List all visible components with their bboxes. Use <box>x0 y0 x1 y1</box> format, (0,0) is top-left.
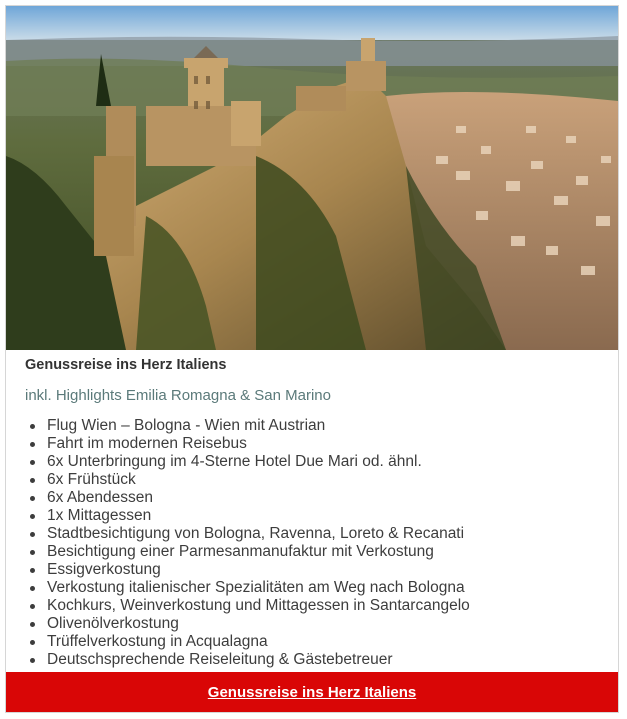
list-item: Olivenölverkostung <box>25 615 608 633</box>
list-item: Essigverkostung <box>25 561 608 579</box>
list-item: 6x Unterbringung im 4-Sterne Hotel Due Mari od. ähnl. <box>25 453 608 471</box>
bullet-icon <box>30 496 35 501</box>
list-item: 1x Mittagessen <box>25 507 608 525</box>
offer-card <box>5 5 619 713</box>
bullet-icon <box>30 604 35 609</box>
list-item: Deutschsprechende Reiseleitung & Gästebetreuer <box>25 651 608 669</box>
offer-title: Genussreise ins Herz Italiens <box>25 357 227 373</box>
list-item: Verkostung italienischer Spezialitäten am Weg nach Bologna <box>25 579 608 597</box>
bullet-icon <box>30 550 35 555</box>
list-item: Besichtigung einer Parmesanmanufaktur mit Verkostung <box>25 543 608 561</box>
list-item: Stadtbesichtigung von Bologna, Ravenna, Loreto & Recanati <box>25 525 608 543</box>
bullet-icon <box>30 478 35 483</box>
list-item: 6x Abendessen <box>25 489 608 507</box>
bullet-icon <box>30 586 35 591</box>
list-item: 6x Frühstück <box>25 471 608 489</box>
san-marino-castle-photo <box>6 6 618 350</box>
cta-button[interactable] <box>6 672 618 712</box>
bullet-icon <box>30 532 35 537</box>
bullet-icon <box>30 424 35 429</box>
list-item: Fahrt im modernen Reisebus <box>25 435 608 453</box>
bullet-icon <box>30 514 35 519</box>
list-item: Kochkurs, Weinverkostung und Mittagessen in Santarcangelo <box>25 597 608 615</box>
hero-image[interactable] <box>6 6 618 350</box>
inclusions-list <box>25 417 608 669</box>
offer-subtitle: inkl. Highlights Emilia Romagna & San Marino <box>25 387 331 404</box>
cta-link[interactable]: Genussreise ins Herz Italiens <box>207 683 417 701</box>
bullet-icon <box>30 622 35 627</box>
bullet-icon <box>30 568 35 573</box>
list-item: Trüffelverkostung in Acqualagna <box>25 633 608 651</box>
bullet-icon <box>30 640 35 645</box>
list-item: Flug Wien – Bologna - Wien mit Austrian <box>25 417 608 435</box>
bullet-icon <box>30 442 35 447</box>
offer-content <box>25 356 608 669</box>
bullet-icon <box>30 460 35 465</box>
bullet-icon <box>30 658 35 663</box>
